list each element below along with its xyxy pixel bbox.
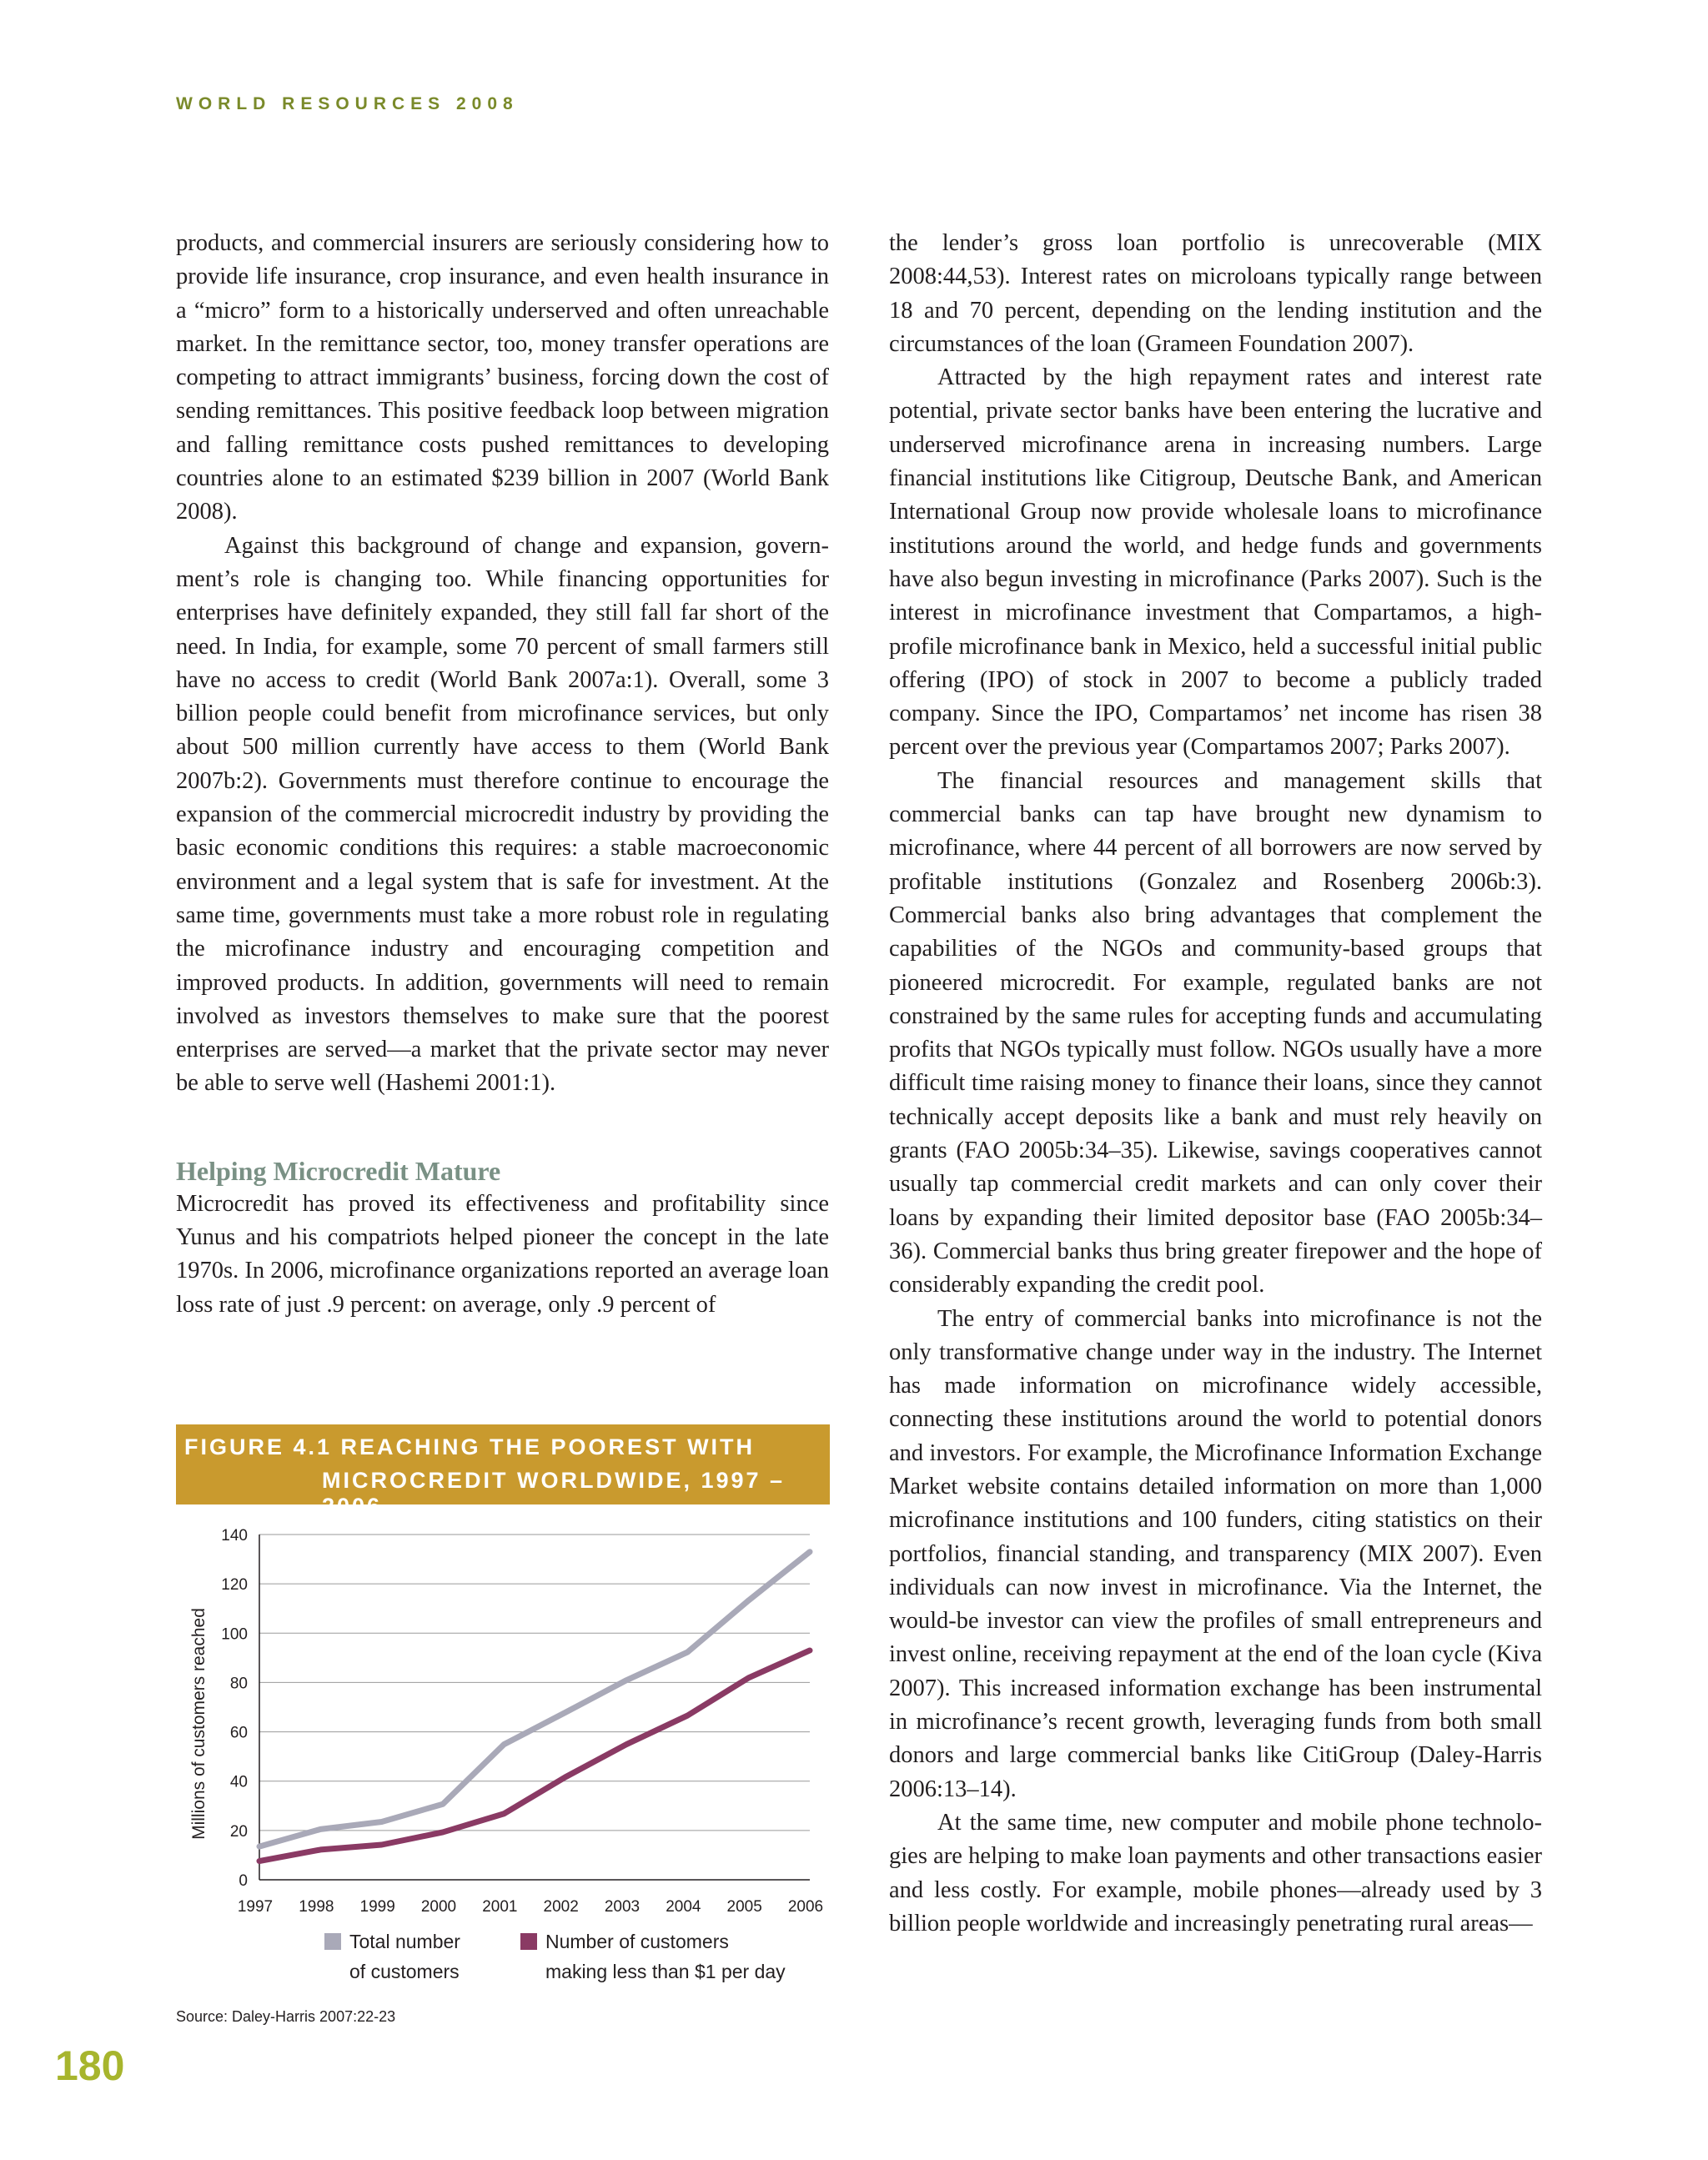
legend-label: of customers xyxy=(349,1961,460,1982)
x-tick-label: 2003 xyxy=(604,1898,640,1916)
x-tick-label: 1998 xyxy=(299,1898,334,1916)
paragraph: Microcredit has proved its effectiveness and profitability since Yunus and his compatriots helped pioneer the concept in the late 1970s. In 2006, microfinance organizations reported an average loan loss rate of just .9 percent: on average, only .9 percent of xyxy=(176,1190,829,1318)
paragraph: The financial resources and management skills that commercial banks can tap have brought new dynamism to microfinance, where 44 percent of all borrowers are now served by profitable institutions (Gonzalez and Rosenberg 2006b:3). Commercial banks also bring advantages that complement the capabilities of the NGOs and community-based groups that pioneered microcredit. For example, regulated banks are not constrained by the same rules for accepting funds and accumulating profits that NGOs typically must follow. NGOs usually have a more difficult time raising money to finance their loans, since they cannot technically accept deposits like a bank and must rely heavily on grants (FAO 2005b:34–35). Likewise, savings cooperatives cannot usually tap commercial credit markets and can only cover their loans by expanding their limited depositor base (FAO 2005b:34–36). Commercial banks thus bring greater firepower and the hope of considerably expanding the credit pool. xyxy=(889,767,1542,1299)
line-chart xyxy=(176,1526,830,1993)
right-column xyxy=(889,227,1542,1941)
y-tick-label: 40 xyxy=(229,1773,248,1791)
x-tick-label: 1999 xyxy=(359,1898,395,1916)
x-tick-label: 1997 xyxy=(237,1898,274,1916)
paragraph: The entry of commercial banks into microfinance is not the only transformative change under way in the industry. The Internet has made information on microfinance widely accessible, connecting these institutions around the world to potential donors and investors. For example, the Microfinance Information Exchange Market website contains detailed information on more than 1,000 microfinance institutions and 100 funders, citing statistics on their portfolios, financial standing, and transparency (MIX 2007). Even individuals can now invest in microfinance. Via the Internet, the would-be investor can view the profiles of small entrepreneurs and invest online, receiving repayment at the end of the loan cycle (Kiva 2007). This increased information exchange has been instrumental in microfinance’s recent growth, leveraging funds from both small donors and large commercial banks like CitiGroup (Daley-Harris 2006:13–14). xyxy=(889,1305,1542,1802)
legend-swatch xyxy=(324,1933,341,1950)
x-tick-label: 2000 xyxy=(420,1898,457,1916)
legend-label: making less than $1 per day xyxy=(545,1961,786,1982)
legend-label: Total number xyxy=(349,1931,460,1952)
y-tick-label: 20 xyxy=(229,1822,248,1841)
figure-title-line2: MICROCREDIT WORLDWIDE, 1997 – 2006 xyxy=(322,1468,786,1519)
x-tick-label: 2005 xyxy=(726,1898,762,1916)
y-tick-label: 80 xyxy=(229,1675,248,1693)
y-tick-label: 0 xyxy=(239,1872,248,1890)
page-number: 180 xyxy=(55,2042,125,2089)
y-tick-label: 60 xyxy=(229,1724,248,1742)
chart-canvas xyxy=(176,1526,830,1993)
left-column xyxy=(176,227,829,1322)
y-tick-label: 100 xyxy=(221,1625,248,1644)
paragraph: products, and commercial insurers are seriously considering how to provide life insurance, crop insurance, and even health insurance in a “micro” form to a historically underserved and often unreachable market. In the remittance sector, too, money transfer operations are competing to attract immigrants’ business, forcing down the cost of sending remittances. This positive feedback loop between migration and falling remittance costs pushed remittances to developing countries alone to an estimated $239 billion in 2007 (World Bank 2008). xyxy=(176,230,829,525)
x-tick-label: 2004 xyxy=(666,1898,701,1916)
legend-label: Number of customers xyxy=(545,1931,729,1952)
figure-title-banner xyxy=(176,1424,830,1519)
paragraph: the lender’s gross loan portfolio is unrecoverable (MIX 2008:44,53). Interest rates on microloans typically range between 18 and 70 percent, depending on the lending institution and the circumstances of the loan (Grameen Foundation 2007). xyxy=(889,230,1542,357)
figure-source: Source: Daley-Harris 2007:22-23 xyxy=(176,2008,396,2025)
running-head: WORLD RESOURCES 2008 xyxy=(176,94,519,113)
paragraph: At the same time, new computer and mobile phone technologies are helping to make loan payments and other transactions easier and less costly. For example, mobile phones—already used by 3 billion people worldwide and increasingly penetrating rural areas— xyxy=(889,1809,1542,1936)
paragraph: Attracted by the high repayment rates and interest rate potential, private sector banks have been entering the lucrative and underserved microfinance arena in increasing numbers. Large financial institutions like Citigroup, Deutsche Bank, and American International Group now provide wholesale loans to microfinance institutions around the world, and hedge funds and governments have also begun investing in microfinance (Parks 2007). Such is the interest in microfinance investment that Compartamos, a high-profile microfinance bank in Mexico, held a successful initial public offering (IPO) of stock in 2007 to become a publicly traded company. Since the IPO, Compartamos’ net income has risen 38 percent over the previous year (Compartamos 2007; Parks 2007). xyxy=(889,364,1542,761)
section-heading: Helping Microcredit Mature xyxy=(176,1155,501,1186)
figure-title-line1: FIGURE 4.1 REACHING THE POOREST WITH xyxy=(184,1434,756,1459)
x-tick-label: 2001 xyxy=(482,1898,518,1916)
legend-swatch xyxy=(520,1933,537,1950)
y-tick-label: 120 xyxy=(221,1576,248,1595)
x-tick-label: 2006 xyxy=(787,1898,824,1916)
y-tick-label: 140 xyxy=(221,1527,248,1545)
paragraph: Against this background of change and expansion, government’s role is changing too. While financing opportunities for enterprises have definitely expanded, they still fall far short of the need. In India, for example, some 70 percent of small farmers still have no access to credit (World Bank 2007a:1). Overall, some 3 billion people could benefit from microfinance services, but only about 500 million currently have access to them (World Bank 2007b:2). Governments must therefore continue to encourage the expansion of the commercial microcredit industry by providing the basic economic conditions this requires: a stable macroeconomic environment and a legal system that is safe for investment. At the same time, governments must take a more robust role in regulating the microfinance industry and encouraging competition and improved products. In addition, governments will need to remain involved as investors themselves to make sure that the poorest enterprises are served—a market that the private sector may never be able to serve well (Hashemi 2001:1). xyxy=(176,532,829,1097)
series-line-total-customers xyxy=(259,1552,810,1846)
x-tick-label: 2002 xyxy=(543,1898,579,1916)
y-axis-label: Millions of customers reached xyxy=(189,1608,208,1840)
